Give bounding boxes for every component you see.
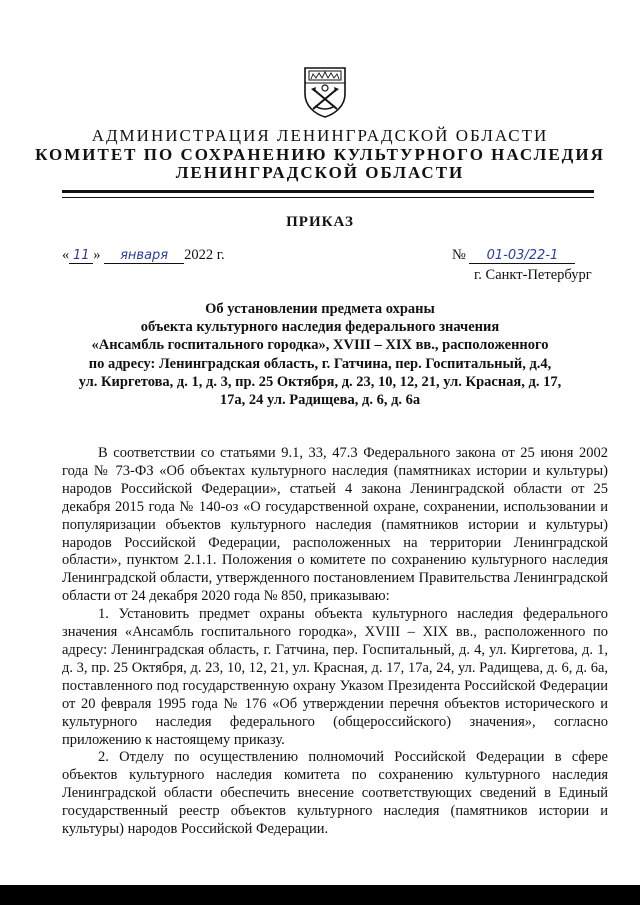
document-title (50, 300, 590, 409)
title-line: Об установлении предмета охраны (205, 301, 435, 317)
document-body (62, 445, 608, 839)
header-divider-thick (62, 190, 594, 193)
title-line: ул. Киргетова, д. 1, д. 3, пр. 25 Октября, д. 23, 10, 12, 21, ул. Красная, д. 17, (78, 373, 562, 390)
leningrad-oblast-coat-of-arms-icon (301, 62, 349, 118)
date-month: января (104, 249, 184, 264)
order-number (452, 247, 575, 264)
title-line: 17а, 24 ул. Радищева, д. 6, д. 6а (219, 392, 421, 409)
title-line: по адресу: Ленинградская область, г. Гатчина, пер. Госпитальный, д.4, (88, 355, 552, 372)
city: г. Санкт-Петербург (474, 267, 592, 283)
header-divider-thin (62, 197, 594, 198)
number-sign: № (452, 247, 466, 263)
clause-1-paragraph: 1. Установить предмет охраны объекта культурного наследия федерального значения «Ансамбль госпитального городка», XVIII – XIX вв., расположенного по адресу: Ленинградская область, г. Гатчина, пер. Госпитальный, д. 4, ул. Киргетова, д. 1, д. 3, пр. 25 Октября, д. 23, 10, 12, 21, ул. Красная, д. 17, 17а, 24, ул. Радищева, д. 6, д. 6а, поставленного под государственную охрану Указом Президента Российской Федерации от 20 февраля 1995 года № 176 «Об утверждении перечня объектов исторического и культурного наследия федерального (общероссийского) значения», согласно приложению к настоящему приказу. (62, 606, 608, 748)
number-value: 01-03/22-1 (469, 249, 575, 264)
clause-2-paragraph: 2. Отделу по осуществлению полномочий Российской Федерации в сфере объектов культурного наследия комитета по сохранению культурного наследия Ленинградской области обеспечить внесение соответствующих сведений в Единый государственный реестр объектов культурного наследия (памятников истории и культуры) народов Российской Федерации. (62, 749, 608, 838)
order-date (62, 247, 225, 264)
header-region: ЛЕНИНГРАДСКОЙ ОБЛАСТИ (175, 163, 465, 182)
header-administration: АДМИНИСТРАЦИЯ ЛЕНИНГРАДСКОЙ ОБЛАСТИ (91, 126, 549, 145)
preamble-paragraph: В соответствии со статьями 9.1, 33, 47.3 Федерального закона от 25 июня 2002 года № 73-ФЗ «Об объектах культурного наследия (памятниках истории и культуры) народов Российской Федерации», статьей 4 закона Ленинградской области от 25 декабря 2015 года № 140-оз «О государственной охране, сохранении, использовании и популяризации объектов культурного наследия (памятников истории и культуры) народов Российской Федерации, расположенных на территории Ленинградской области», пунктом 2.1.1. Положения о комитете по сохранению культурного наследия Ленинградской области, утвержденного постановлением Правительства Ленинградской области от 24 декабря 2020 года № 850, приказываю: (62, 445, 608, 605)
title-line: «Ансамбль госпитального городка», XVIII – XIX вв., расположенного (91, 337, 549, 354)
header-committee: КОМИТЕТ ПО СОХРАНЕНИЮ КУЛЬТУРНОГО НАСЛЕДИЯ (35, 145, 605, 164)
title-line: объекта культурного наследия федерального значения (140, 319, 500, 336)
document-type-heading: ПРИКАЗ (286, 214, 354, 230)
date-open-quote: « (62, 247, 70, 263)
scan-bottom-edge (0, 885, 640, 905)
date-close-quote: » (93, 247, 101, 263)
date-day: 11 (69, 249, 93, 264)
date-year: 2022 г. (184, 247, 225, 263)
